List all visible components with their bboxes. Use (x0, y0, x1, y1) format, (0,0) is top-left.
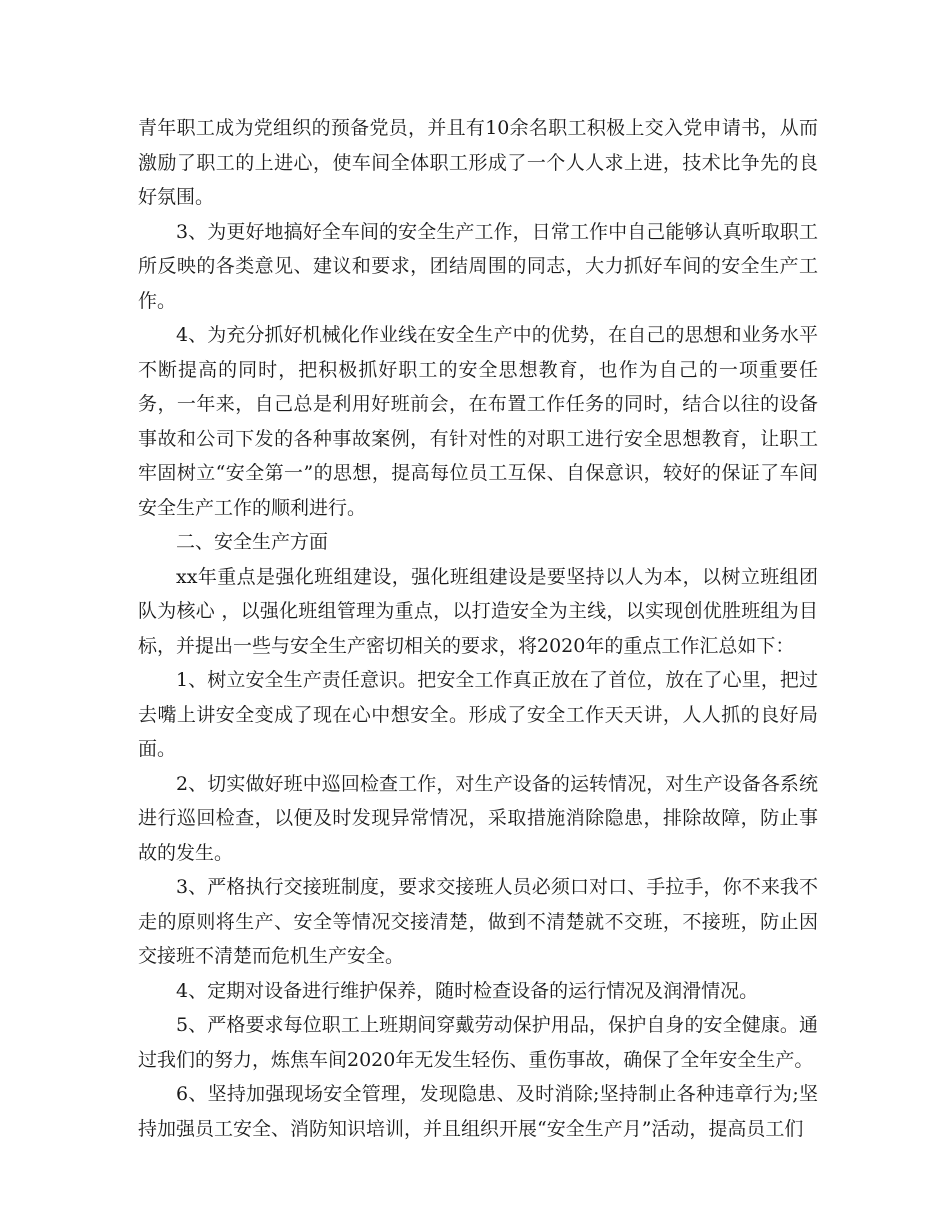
paragraph-5: xx年重点是强化班组建设，强化班组建设是要坚持以人为本，以树立班组团队为核心 ，以强化班组管理为重点，以打造安全为主线，以实现创优胜班组为目标，并提出一些与安全生产密切相关的要求，将2020年的重点工作汇总如下： (138, 565, 818, 657)
paragraph-1: 青年职工成为党组织的预备党员，并且有10余名职工积极上交入党申请书，从而激励了职工的上进心，使车间全体职工形成了一个人人求上进，技术比争先的良好氛围。 (138, 117, 818, 208)
paragraph-7: 2、切实做好班中巡回检查工作，对生产设备的运转情况，对生产设备各系统进行巡回检查，以便及时发现异常情况，采取措施消除隐患，排除故障，防止事故的发生。 (138, 772, 818, 864)
paragraph-6: 1、树立安全生产责任意识。把安全工作真正放在了首位，放在了心里，把过去嘴上讲安全变成了现在心中想安全。形成了安全工作天天讲，人人抓的良好局面。 (138, 669, 818, 760)
paragraph-11: 6、坚持加强现场安全管理，发现隐患、及时消除;坚持制止各种违章行为;坚持加强员工安全、消防知识培训，并且组织开展“安全生产月”活动，提高员工们 (138, 1083, 818, 1140)
paragraph-9: 4、定期对设备进行维护保养，随时检查设备的运行情况及润滑情况。 (176, 979, 759, 1002)
paragraph-2: 3、为更好地搞好全车间的安全生产工作，日常工作中自己能够认真听取职工所反映的各类意见、建议和要求，团结周围的同志，大力抓好车间的安全生产工作。 (138, 220, 818, 312)
section-heading: 二、安全生产方面 (176, 531, 329, 553)
paragraph-10: 5、严格要求每位职工上班期间穿戴劳动保护用品，保护自身的安全健康。通过我们的努力，炼焦车间2020年无发生轻伤、重伤事故，确保了全年安全生产。 (138, 1014, 818, 1071)
paragraph-8: 3、严格执行交接班制度，要求交接班人员必须口对口、手拉手，你不来我不走的原则将生产、安全等情况交接清楚，做到不清楚就不交班，不接班，防止因交接班不清楚而危机生产安全。 (138, 876, 818, 967)
paragraph-3: 4、为充分抓好机械化作业线在安全生产中的优势，在自己的思想和业务水平不断提高的同时，把积极抓好职工的安全思想教育，也作为自己的一项重要任务，一年来，自己总是利用好班前会，在布置工作任务的同时，结合以往的设备事故和公司下发的各种事故案例，有针对性的对职工进行安全思想教育，让职工牢固树立“安全第一”的思想，提高每位员工互保、自保意识，较好的保证了车间安全生产工作的顺利进行。 (138, 324, 818, 519)
document-body (138, 111, 818, 1146)
